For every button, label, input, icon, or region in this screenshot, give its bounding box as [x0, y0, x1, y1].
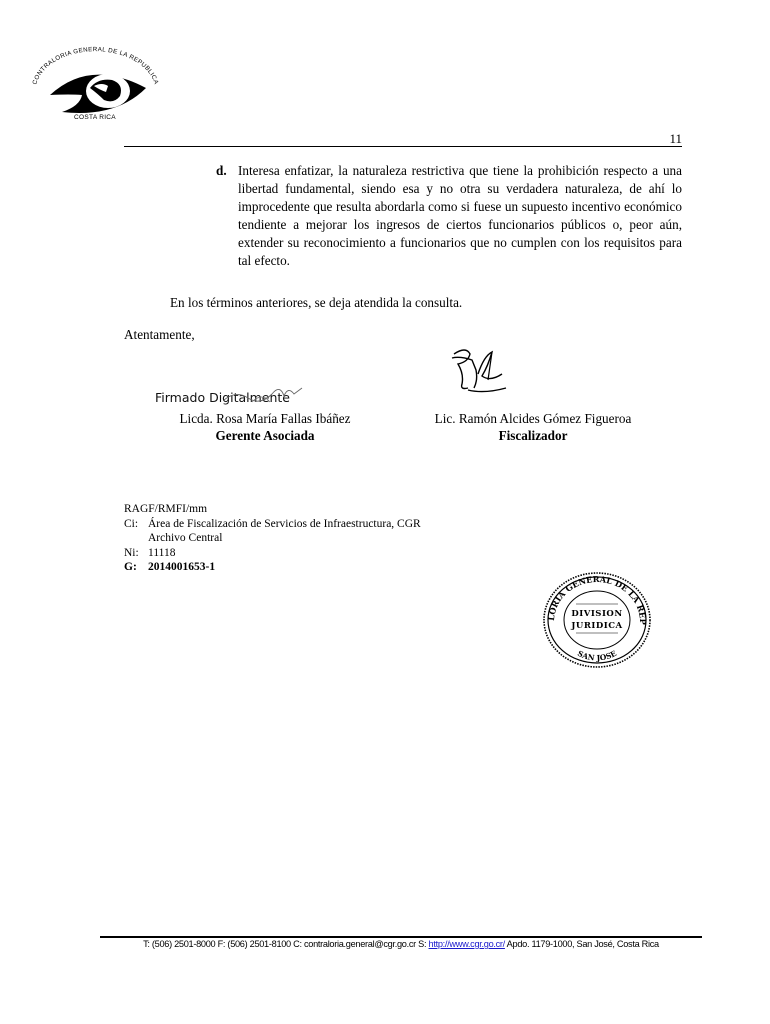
- salutation: Atentamente,: [124, 327, 195, 342]
- seal-center-line-2: JURIDICA: [571, 621, 623, 631]
- header-divider: [124, 146, 682, 147]
- seal-ring-text: LORIA GENERAL DE LA REP: [545, 573, 649, 625]
- seal-center-line-1: DIVISION: [571, 609, 623, 619]
- digital-signature-label: Firmado Digitalmente: [155, 390, 290, 405]
- handwritten-signature-right: [448, 344, 510, 396]
- signature-block-left: [160, 410, 370, 444]
- reference-block: [124, 502, 421, 575]
- footer-contact-suffix: Apdo. 1179-1000, San José, Costa Rica: [504, 939, 659, 949]
- footer-contact-prefix: T: (506) 2501-8000 F: (506) 2501-8100 C: contraloria.general@cgr.go.cr S:: [143, 939, 429, 949]
- ci-label: Ci:: [124, 517, 139, 530]
- ci-line-2: Archivo Central: [148, 532, 223, 544]
- seal-bottom-text: SAN JOSE: [575, 648, 619, 663]
- ni-label: Ni:: [124, 546, 139, 559]
- signer-name: Licda. Rosa María Fallas Ibáñez: [179, 411, 351, 426]
- logo-arc-text: CONTRALORIA GENERAL DE LA REPUBLICA: [31, 46, 160, 86]
- g-label: G:: [124, 561, 137, 573]
- item-letter: d.: [216, 163, 227, 178]
- item-text: Interesa enfatizar, la naturaleza restrictiva que tiene la prohibición respecto a una libertad fundamental, siendo esa y no otra su verdadera naturaleza, de ahí lo improcedente que resulta abordarla como si fuese un supuesto incentivo económico tendiente a mejorar los ingresos de ciertos funcionarios públicos o, peor aún, extender su reconocimiento a funcionarios que no cumplen con los requisitos para tal efecto.: [238, 163, 682, 268]
- footer-divider: [100, 936, 702, 938]
- g-value: 2014001653-1: [148, 561, 216, 573]
- ni-value: 11118: [148, 546, 176, 559]
- page-number: 11: [669, 131, 682, 146]
- signer-title: Fiscalizador: [498, 428, 568, 443]
- signer-title: Gerente Asociada: [215, 428, 315, 443]
- ci-line-1: Área de Fiscalización de Servicios de Infraestructura, CGR: [148, 517, 421, 530]
- logo-caption: COSTA RICA: [74, 114, 116, 121]
- svg-text:SAN JOSE: [576, 649, 618, 663]
- closing-paragraph: En los términos anteriores, se deja atendida la consulta.: [170, 295, 463, 310]
- signer-name: Lic. Ramón Alcides Gómez Figueroa: [434, 411, 632, 426]
- initials: RAGF/RMFI/mm: [124, 503, 208, 515]
- list-item-d: [216, 162, 682, 270]
- footer-contact: [100, 939, 702, 949]
- handwritten-signature-left: [222, 380, 308, 410]
- signature-block-right: [418, 410, 648, 444]
- official-seal: [540, 570, 654, 670]
- website-link[interactable]: http://www.cgr.go.cr/: [428, 939, 505, 949]
